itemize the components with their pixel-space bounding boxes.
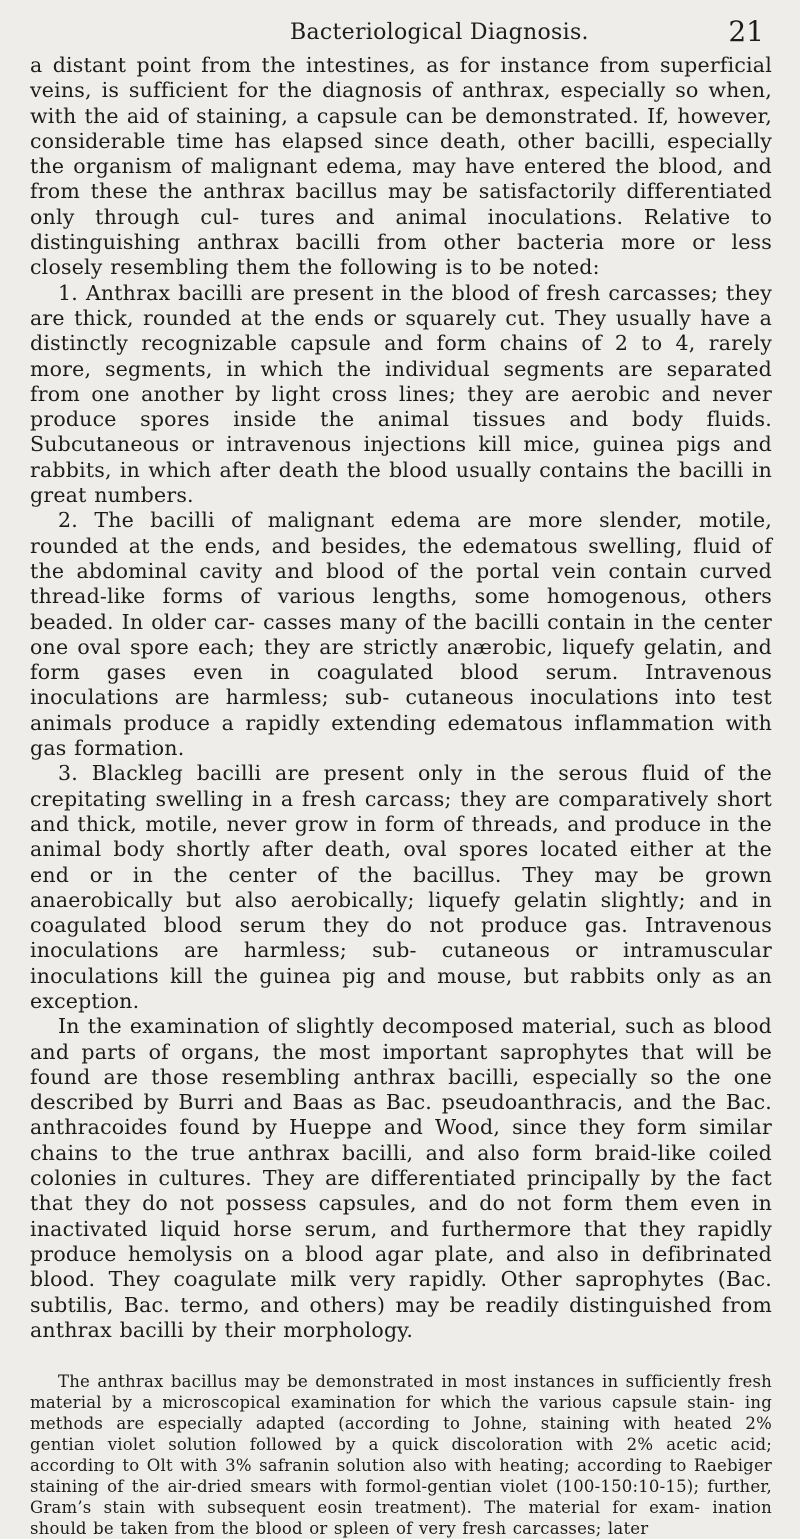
running-head bbox=[30, 0, 772, 48]
paragraph-saprophytes: In the examination of slightly decomposed material, such as blood and parts of organs, the most important saprophytes that will be found are those resembling anthrax bacilli, especially so the one described by Burri and Baas as Bac. pseudoanthracis, and the Bac. anthracoides found by Hueppe and Wood, since they form similar chains to the true anthrax bacilli, and also form braid-like coiled colonies in cultures. They are differentiated principally by the fact that they do not possess capsules, and do not form them even in inactivated liquid horse serum, and furthermore that they rapidly produce hemolysis on a blood agar plate, and also in defibrinated blood. They coagulate milk very rapidly. Other saprophytes (Bac. subtilis, Bac. termo, and others) may be readily distinguished from anthrax bacilli by their morphology. bbox=[30, 1014, 772, 1342]
running-title: Bacteriological Diagnosis. bbox=[290, 20, 589, 45]
main-text bbox=[30, 53, 772, 1343]
page-number: 21 bbox=[728, 15, 764, 48]
paragraph-staining-methods: The anthrax bacillus may be demonstrated in most instances in sufficiently fresh material by a microscopical examination for which the various capsule stain- ing methods are especially adapted (according to Johne, staining with heated 2% gentian violet solution followed by a quick discoloration with 2% acetic acid; according to Olt with 3% safranin solution also with heating; according to Raebiger staining of the air-dried smears with formol-gentian violet (100-150:10-15); further, Gram’s stain with subsequent eosin treatment). The material for exam- ination should be taken from the blood or spleen of very fresh carcasses; later bbox=[30, 1372, 772, 1539]
small-print-note bbox=[30, 1371, 772, 1539]
paragraph-malignant-edema: 2. The bacilli of malignant edema are more slender, motile, rounded at the ends, and besides, the edematous swelling, fluid of the abdominal cavity and blood of the portal vein contain curved thread-like forms of various lengths, some homogenous, others beaded. In older car- casses many of the bacilli contain in the center one oval spore each; they are strictly anærobic, liquefy gelatin, and form gases even in coagulated blood serum. Intravenous inoculations are harmless; sub- cutaneous inoculations into test animals produce a rapidly extending edematous inflammation with gas formation. bbox=[30, 508, 772, 761]
paragraph-blackleg: 3. Blackleg bacilli are present only in the serous fluid of the crepitating swelling in a fresh carcass; they are comparatively short and thick, motile, never grow in form of threads, and produce in the animal body shortly after death, oval spores located either at the end or in the center of the bacillus. They may be grown anaerobically but also aerobically; liquefy gelatin slightly; and in coagulated blood serum they do not produce gas. Intravenous inoculations are harmless; sub- cutaneous or intramuscular inoculations kill the guinea pig and mouse, but rabbits only as an exception. bbox=[30, 761, 772, 1013]
paragraph-anthrax-diagnosis: a distant point from the intestines, as for instance from superficial veins, is sufficient for the diagnosis of anthrax, especially so when, with the aid of staining, a capsule can be demonstrated. If, however, considerable time has elapsed since death, other bacilli, especially the organism of malignant edema, may have entered the blood, and from these the anthrax bacillus may be satisfactorily differentiated only through cul- tures and animal inoculations. Relative to distinguishing anthrax bacilli from other bacteria more or less closely resembling them the following is to be noted: bbox=[30, 53, 772, 280]
paragraph-anthrax-bacilli: 1. Anthrax bacilli are present in the blood of fresh carcasses; they are thick, rounded at the ends or squarely cut. They usually have a distinctly recognizable capsule and form chains of 2 to 4, rarely more, segments, in which the individual segments are separated from one another by light cross lines; they are aerobic and never produce spores inside the animal tissues and body fluids. Subcutaneous or intravenous injections kill mice, guinea pigs and rabbits, in which after death the blood usually contains the bacilli in great numbers. bbox=[30, 280, 772, 508]
